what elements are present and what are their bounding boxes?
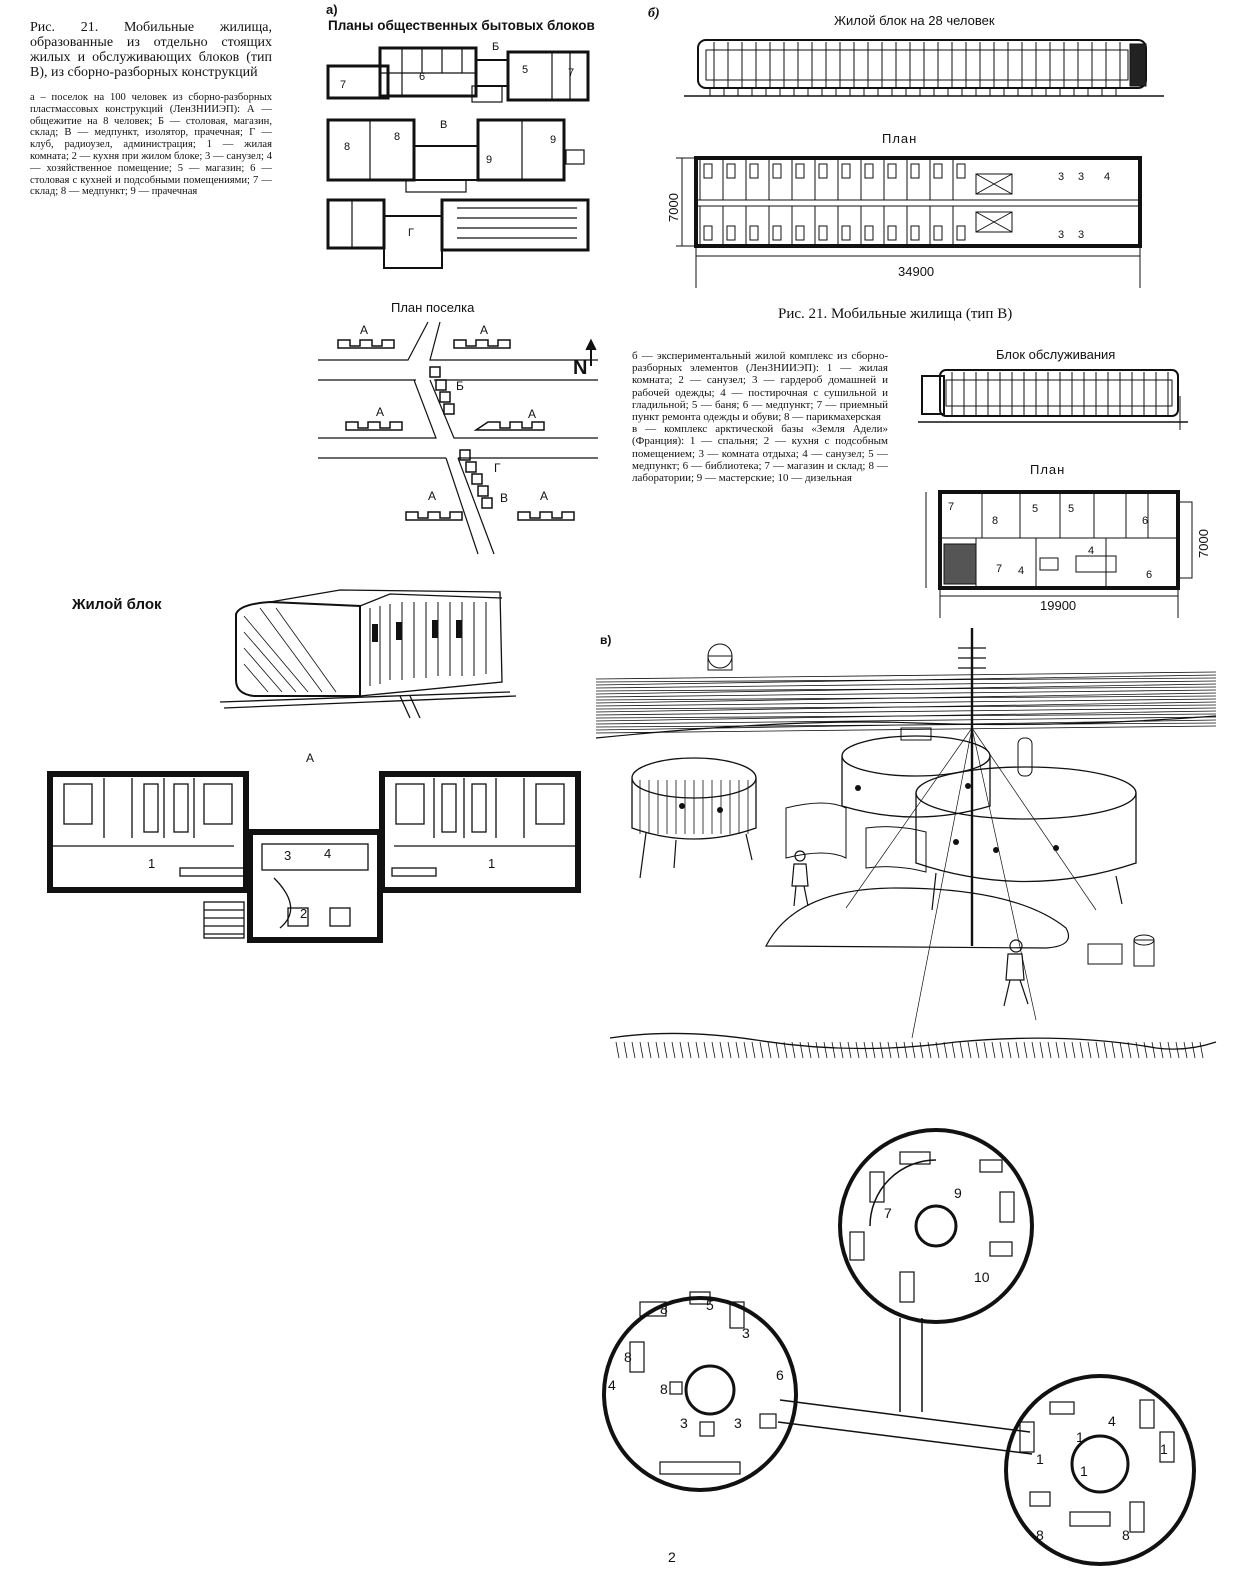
svg-text:8: 8 (394, 131, 401, 143)
service-dim-height-7000: 7000 (1196, 529, 1211, 558)
public-blocks-title: Планы общественных бытовых блоков (328, 18, 595, 33)
svg-text:7: 7 (884, 1205, 892, 1221)
svg-text:8: 8 (992, 515, 999, 527)
settlement-label-v: В (500, 491, 509, 505)
svg-text:3: 3 (284, 848, 292, 863)
settlement-label-a1: А (360, 323, 369, 337)
block-label-g: Г (408, 227, 414, 239)
svg-text:3: 3 (680, 1415, 688, 1431)
settlement-label-a2: А (480, 323, 489, 337)
settlement-label-g: Г (494, 461, 501, 475)
svg-text:4: 4 (1088, 545, 1095, 557)
settlement-plan (318, 322, 608, 554)
arctic-base-perspective (596, 628, 1216, 1066)
svg-text:4: 4 (1104, 171, 1111, 183)
caption-bv (632, 350, 888, 484)
settlement-label-b: Б (456, 379, 464, 393)
block-label-b: Б (492, 41, 500, 53)
dim-length-34900: 34900 (898, 264, 935, 279)
block-label-v: В (440, 119, 448, 131)
svg-text:9: 9 (954, 1185, 962, 1201)
svg-text:4: 4 (608, 1377, 616, 1393)
svg-text:8: 8 (344, 141, 351, 153)
svg-text:9: 9 (550, 134, 557, 146)
svg-text:6: 6 (419, 71, 426, 83)
svg-text:1: 1 (1036, 1451, 1044, 1467)
svg-text:3: 3 (734, 1415, 742, 1431)
svg-text:8: 8 (1036, 1527, 1044, 1543)
residential-28-title: Жилой блок на 28 человек (834, 13, 995, 28)
residential-block-perspective (210, 584, 540, 724)
svg-text:8: 8 (660, 1301, 668, 1317)
svg-text:3: 3 (1058, 229, 1065, 241)
svg-text:1: 1 (488, 856, 496, 871)
service-block-plan (916, 482, 1216, 618)
svg-text:2: 2 (300, 906, 308, 921)
svg-text:6: 6 (1146, 569, 1153, 581)
svg-text:7: 7 (996, 563, 1003, 575)
svg-text:3: 3 (742, 1325, 750, 1341)
svg-text:3: 3 (1078, 171, 1085, 183)
svg-text:7: 7 (948, 501, 955, 513)
settlement-plan-title: План поселка (391, 300, 475, 315)
svg-text:1: 1 (1080, 1463, 1088, 1479)
section-a-letter: а) (326, 2, 338, 17)
svg-text:1: 1 (148, 856, 156, 871)
svg-text:10: 10 (974, 1269, 990, 1285)
svg-text:5: 5 (706, 1297, 714, 1313)
settlement-label-a5: А (428, 489, 437, 503)
service-block-title: Блок обслуживания (996, 347, 1116, 362)
legend-a-text: а – поселок на 100 человек из сборно-разборных пластмассовых конструкций (ЛенЗНИИЭП): А — общежитие на 8 человек; Б — столовая, магазин, склад; В — медпункт, изолятор, прачечная; Г — клуб, радиоузел, администрация; 1 — жилая комната; 2 — кухня при жилом блоке; 3 — санузел; 4 — хозяйственное помещение; 5 — магазин; 6 — столовая с кухней и подсобными помещениями; 7 — склад; 8 — медпункт; 9 — прачечная (30, 92, 272, 198)
svg-text:5: 5 (1032, 503, 1039, 515)
figure-title-type-v: Рис. 21. Мобильные жилища (тип В) (778, 306, 1013, 322)
service-dim-length-19900: 19900 (1040, 598, 1077, 613)
legend-b-text: б — экспериментальный жилой комплекс из сборно-разборных элементов (ЛенЗНИИЭП): 1 — жилая комната; 2 — санузел; 3 — гардероб домашней и рабочей одежды; 4 — постирочная с сушильной и гладильной; 5 — баня; 6 — медпункт; 7 — приемный пункт ремонта одежды и обуви; 8 — парикмахерская (632, 350, 888, 424)
public-blocks-plans (322, 38, 612, 273)
svg-text:6: 6 (776, 1367, 784, 1383)
residential-28-plan (660, 148, 1168, 288)
north-marker: N (573, 357, 588, 379)
settlement-label-a4: А (528, 407, 537, 421)
svg-text:3: 3 (1058, 171, 1065, 183)
svg-text:5: 5 (1068, 503, 1075, 515)
settlement-label-a3: А (376, 405, 385, 419)
svg-text:7: 7 (340, 79, 347, 91)
svg-text:7: 7 (568, 67, 575, 79)
svg-text:8: 8 (1122, 1527, 1130, 1543)
residential-block-letter: А (306, 751, 315, 765)
svg-text:8: 8 (660, 1381, 668, 1397)
svg-text:1: 1 (1076, 1429, 1084, 1445)
svg-text:2: 2 (668, 1549, 676, 1565)
residential-28-plan-title: План (882, 131, 918, 146)
dim-height-7000: 7000 (666, 193, 681, 222)
service-plan-title: План (1030, 462, 1066, 477)
residential-block-title: Жилой блок (72, 596, 162, 613)
section-b-letter: б) (648, 6, 660, 21)
arctic-base-plan (600, 1132, 1200, 1584)
svg-text:4: 4 (324, 846, 332, 861)
legend-v-text: в — комплекс арктической базы «Земля Адели» (Франция): 1 — спальня; 2 — кухня с подсобным помещением; 3 — комната отдыха; 4 — санузел; 5 — медпункт; 6 — библиотека; 7 — магазин и склад; 8 — лаборатории; 9 — мастерские; 10 — дизельная (632, 423, 888, 485)
svg-text:3: 3 (1078, 229, 1085, 241)
svg-text:6: 6 (1142, 515, 1149, 527)
residential-block-plan (44, 768, 584, 950)
residential-28-elevation (684, 34, 1164, 102)
svg-text:4: 4 (1018, 565, 1025, 577)
svg-text:9: 9 (486, 154, 493, 166)
section-v-letter: в) (600, 633, 612, 647)
svg-text:4: 4 (1108, 1413, 1116, 1429)
svg-text:1: 1 (1160, 1441, 1168, 1457)
svg-text:8: 8 (624, 1349, 632, 1365)
settlement-label-a6: А (540, 489, 549, 503)
caption-a (30, 20, 272, 198)
svg-text:5: 5 (522, 64, 529, 76)
figure-caption-title: Рис. 21. Мобильные жилища, образованные из отдельно стоящих жилых и обслуживающих блоков (тип В), из сборно-разборных конструкций (30, 20, 272, 80)
service-block-elevation (918, 366, 1200, 432)
